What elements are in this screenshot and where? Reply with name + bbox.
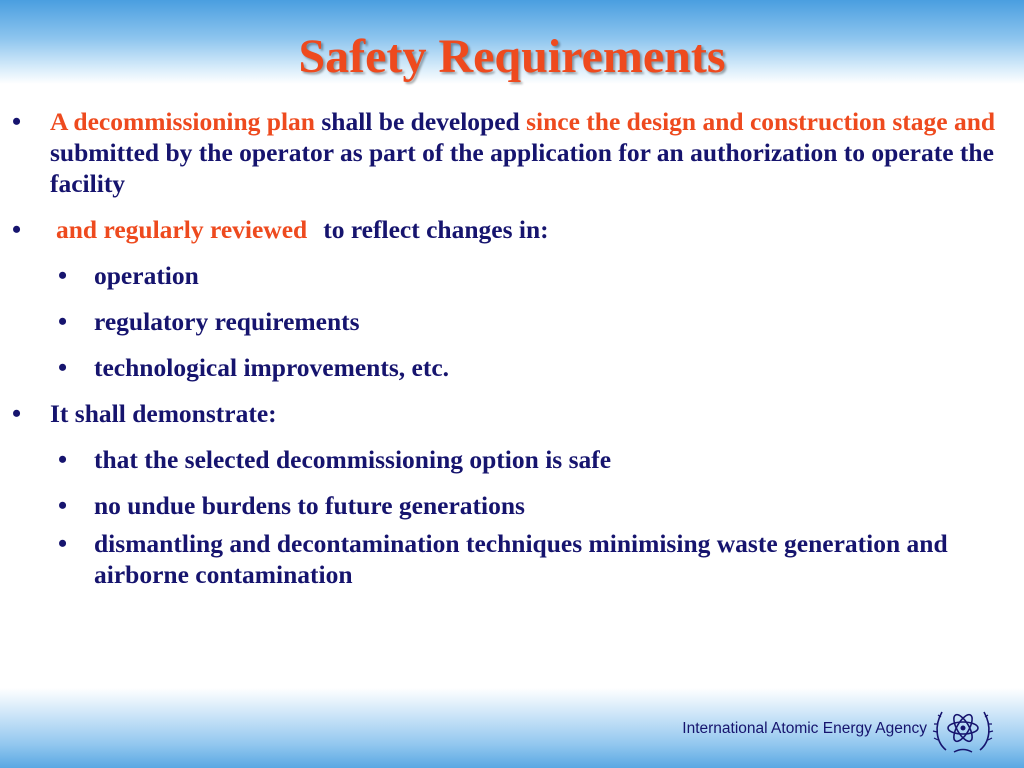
sub-bullet-technological xyxy=(8,352,1020,383)
sub-bullet-regulatory xyxy=(8,306,1020,337)
bullet-dot: • xyxy=(58,491,68,520)
bullet-dot: • xyxy=(12,107,22,136)
bullet-dot: • xyxy=(58,261,68,290)
sub-bullet-option-safe xyxy=(8,444,1020,475)
bullet-dot: • xyxy=(12,215,22,244)
bullet-dot: • xyxy=(58,445,68,474)
bullet-dot: • xyxy=(58,307,68,336)
sub-bullet-text: dismantling and decontamination techniques minimising waste generation and airborne contamination xyxy=(94,529,948,589)
body-text: submitted by the operator as part of the application for an authorization to operate the facility xyxy=(50,138,994,198)
bullet-dot: • xyxy=(58,529,68,558)
slide-body xyxy=(8,106,1020,590)
agency-name: International Atomic Energy Agency xyxy=(682,720,927,737)
body-text: shall be developed xyxy=(314,107,527,136)
sub-bullet-dismantling xyxy=(8,528,1020,590)
sub-bullet-text: that the selected decommissioning option is safe xyxy=(94,445,612,474)
sub-bullet-text: regulatory requirements xyxy=(94,307,360,336)
bullet-regularly-reviewed xyxy=(8,214,1020,245)
bullet-dot: • xyxy=(58,353,68,382)
bullet-dot: • xyxy=(12,399,22,428)
sub-bullet-text: operation xyxy=(94,261,199,290)
body-text: to reflect changes in: xyxy=(323,215,549,244)
iaea-atom-laurel-icon xyxy=(932,700,994,756)
sub-bullet-no-undue-burdens xyxy=(8,490,1020,521)
slide-title: Safety Requirements xyxy=(298,30,726,83)
bullet-it-shall-demonstrate xyxy=(8,398,1020,429)
sub-bullet-text: technological improvements, etc. xyxy=(94,353,450,382)
highlight-text: A decommissioning plan xyxy=(50,107,315,136)
highlight-text: and regularly reviewed xyxy=(56,215,308,244)
sub-bullet-text: no undue burdens to future generations xyxy=(94,491,525,520)
bullet-decommissioning-plan xyxy=(8,106,1020,199)
body-text: It shall demonstrate: xyxy=(50,399,277,428)
sub-bullet-operation xyxy=(8,260,1020,291)
highlight-text: since the design and construction stage and xyxy=(526,107,996,136)
